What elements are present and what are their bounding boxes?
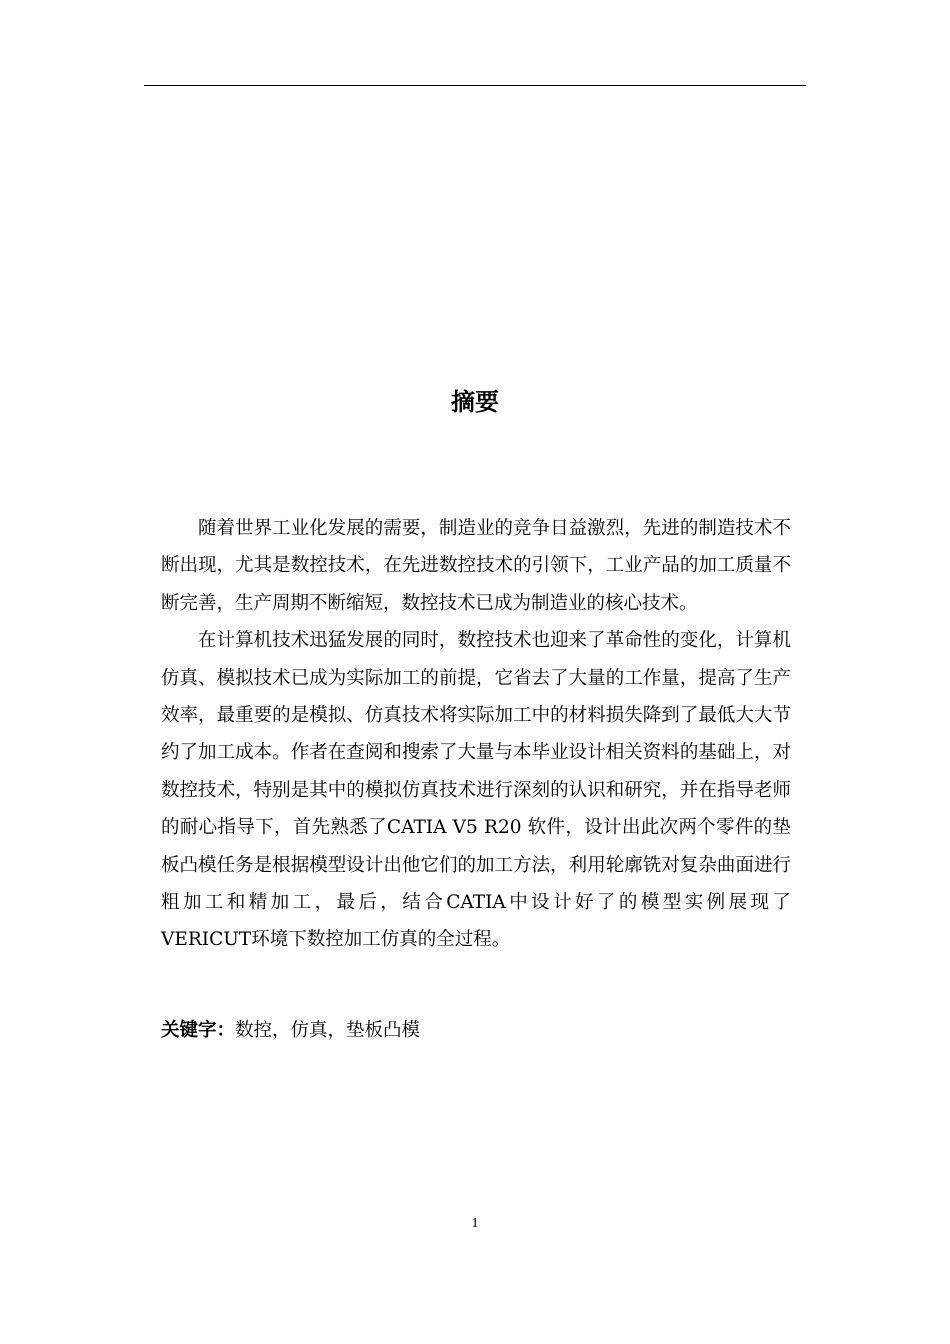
abstract-title: 摘要 [451, 388, 499, 416]
page-number: 1 [471, 1216, 479, 1231]
keywords-line [161, 1012, 791, 1049]
abstract-paragraph-2: 在计算机技术迅猛发展的同时，数控技术也迎来了革命性的变化，计算机仿真、模拟技术已成为实际加工的前提，它省去了大量的工作量，提高了生产效率，最重要的是模拟、仿真技术将实际加工中的材料损失降到了最低大大节约了加工成本。作者在查阅和搜索了大量与本毕业设计相关资料的基础上，对数控技术，特别是其中的模拟仿真技术进行深刻的认识和研究，并在指导老师的耐心指导下，首先熟悉了CATIA V5 R20 软件，设计出此次两个零件的垫板凸模任务是根据模型设计出他它们的加工方法，利用轮廓铣对复杂曲面进行粗加工和精加工，最后，结合CATIA中设计好了的模型实例展现了VERICUT环境下数控加工仿真的全过程。 [161, 630, 791, 951]
keywords-label: 关键字： [161, 1020, 236, 1041]
header-rule [144, 85, 806, 86]
keywords-value: 数控，仿真，垫板凸模 [235, 1020, 421, 1041]
abstract-body [161, 510, 791, 959]
abstract-paragraph-1: 随着世界工业化发展的需要，制造业的竞争日益激烈，先进的制造技术不断出现，尤其是数控技术，在先进数控技术的引领下，工业产品的加工质量不断完善，生产周期不断缩短，数控技术已成为制造业的核心技术。 [161, 518, 791, 614]
